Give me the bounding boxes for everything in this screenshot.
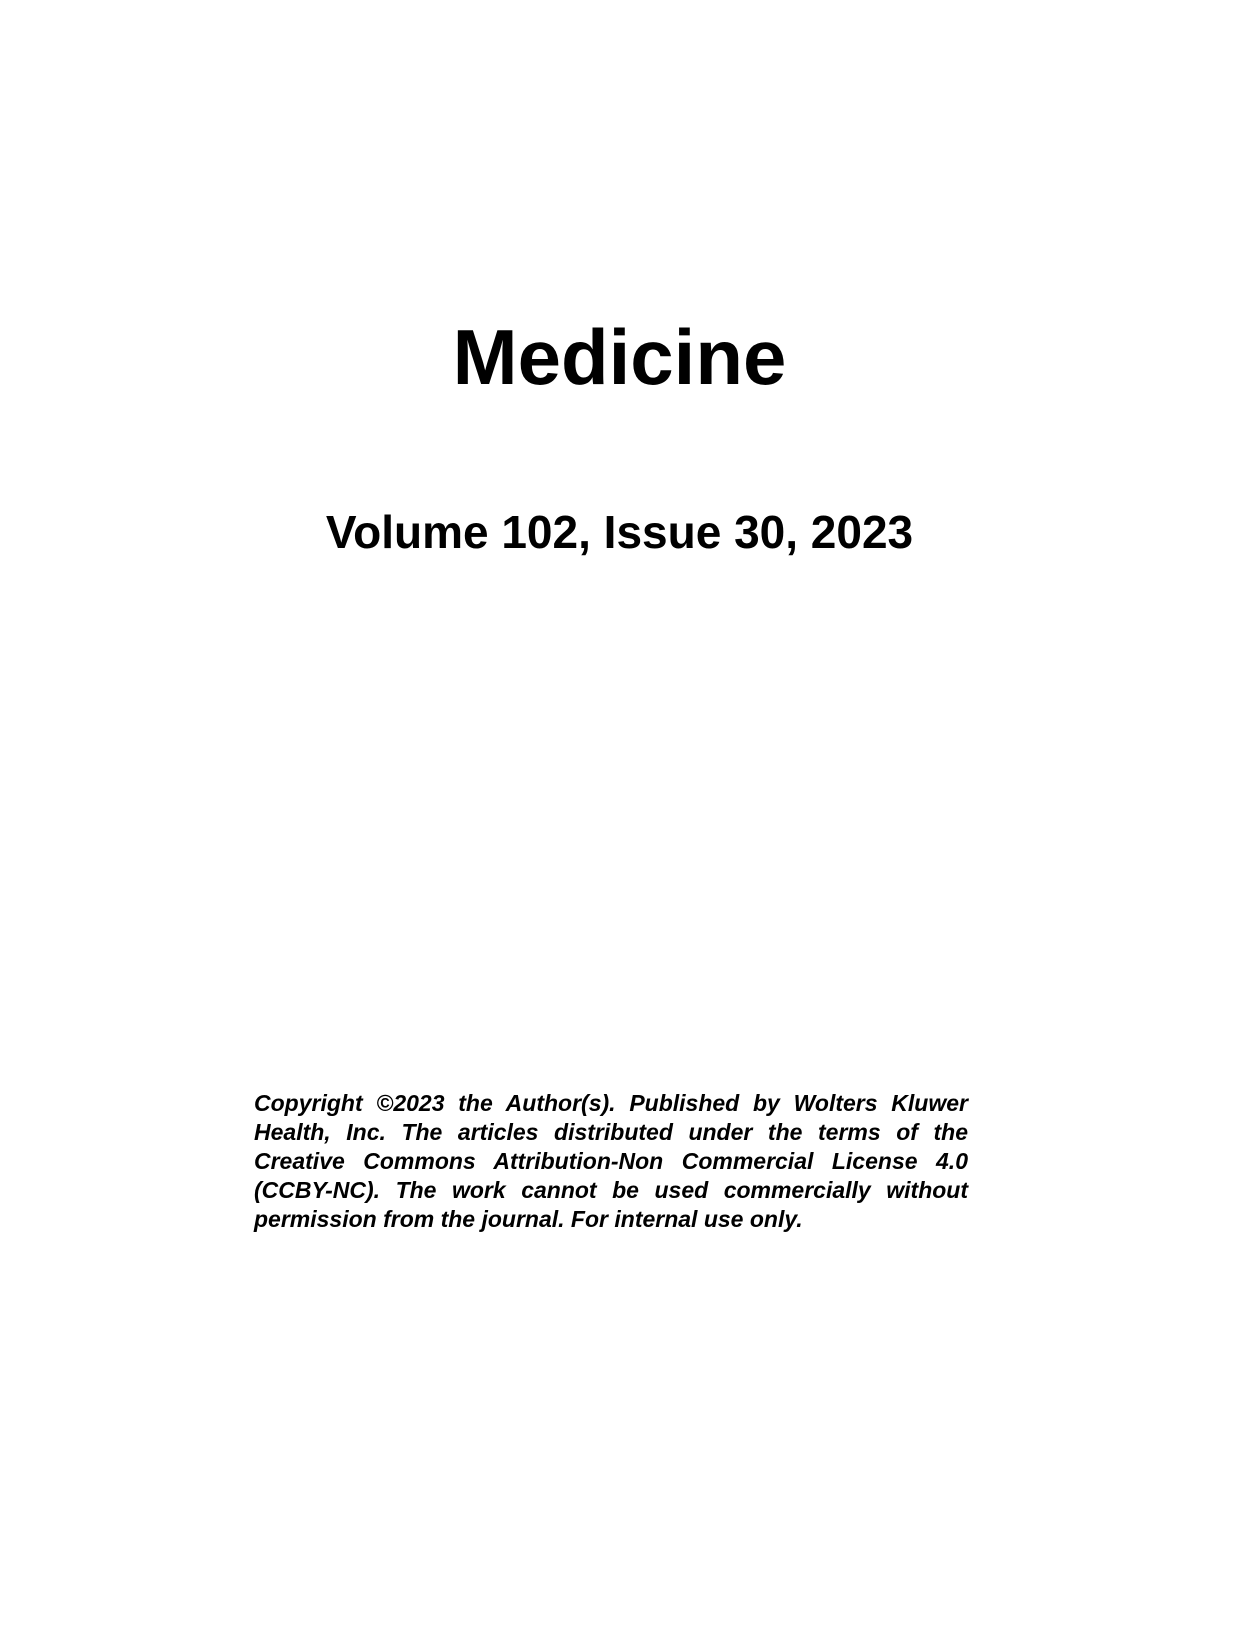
- journal-title: Medicine: [452, 313, 787, 401]
- volume-issue-year: Volume 102, Issue 30, 2023: [325, 506, 914, 558]
- copyright-notice: Copyright ©2023 the Author(s). Published by Wolters Kluwer Health, Inc. The articles distributed under the terms of the Creative Commons Attribution-Non Commercial License 4.0 (CCBY-NC). The work cannot be used commercially without permission from the journal. For internal use only.: [254, 1090, 968, 1232]
